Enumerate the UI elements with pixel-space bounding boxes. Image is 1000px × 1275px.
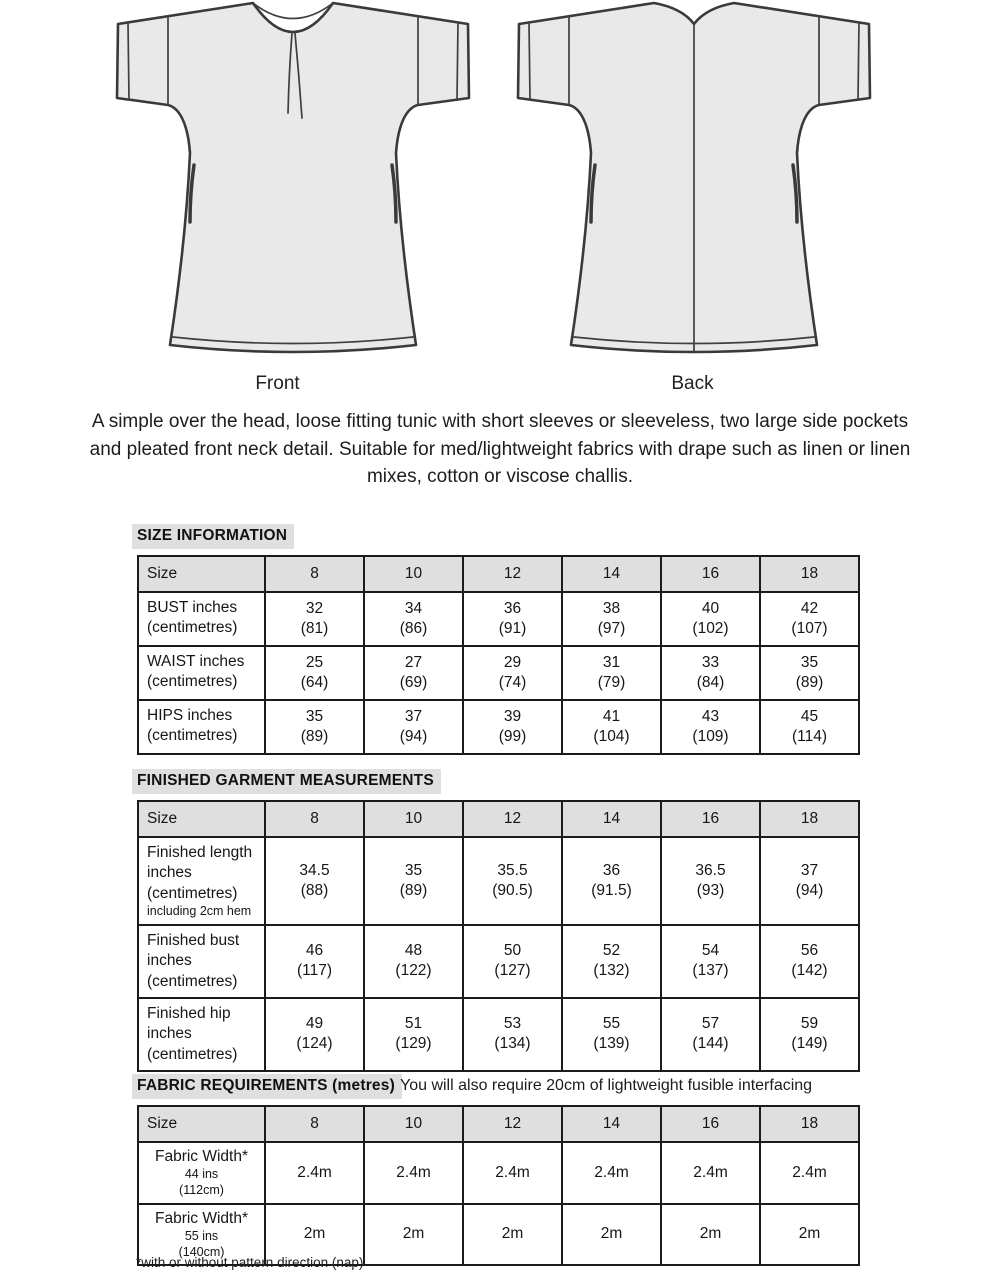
value-cell: 35.5 (90.5)	[463, 837, 562, 925]
value-cell: 51 (129)	[364, 998, 463, 1071]
table-row	[138, 837, 859, 925]
row-label: WAIST inches (centimetres)	[138, 646, 265, 700]
finished-measurements-heading: FINISHED GARMENT MEASUREMENTS	[132, 769, 441, 794]
value-cell: 52 (132)	[562, 925, 661, 998]
table-header-row	[138, 556, 859, 592]
row-label: Fabric Width* 55 ins (140cm)	[138, 1204, 265, 1266]
finished-measurements-table	[137, 800, 860, 1072]
value-cell: 2m	[364, 1204, 463, 1266]
size-column-header: 16	[661, 556, 760, 592]
value-cell: 2m	[661, 1204, 760, 1266]
size-column-header: 12	[463, 1106, 562, 1142]
row-label: Finished hip inches (centimetres)	[138, 998, 265, 1071]
fabric-requirements-table	[137, 1105, 860, 1266]
fabric-requirements-table-container	[137, 1105, 860, 1266]
size-column-header: 18	[760, 556, 859, 592]
value-cell: 41 (104)	[562, 700, 661, 754]
value-cell: 2m	[562, 1204, 661, 1266]
table-header-row	[138, 1106, 859, 1142]
size-information-heading: SIZE INFORMATION	[132, 524, 294, 549]
row-label: Finished bust inches (centimetres)	[138, 925, 265, 998]
value-cell: 2m	[463, 1204, 562, 1266]
size-information-table-container	[137, 555, 860, 755]
value-cell: 34.5 (88)	[265, 837, 364, 925]
value-cell: 2.4m	[562, 1142, 661, 1204]
garment-description: A simple over the head, loose fitting tunic with short sleeves or sleeveless, two large side pockets and pleated front neck detail. Suitable for med/lightweight fabrics with drape such as linen or linen mixes, cotton or viscose challis.	[89, 411, 911, 487]
row-label: BUST inches (centimetres)	[138, 592, 265, 646]
value-cell: 56 (142)	[760, 925, 859, 998]
row-label: Finished length inches (centimetres) including 2cm hem	[138, 837, 265, 925]
back-right-cuff-fold	[858, 22, 859, 100]
value-cell: 2.4m	[661, 1142, 760, 1204]
value-cell: 42 (107)	[760, 592, 859, 646]
value-cell: 40 (102)	[661, 592, 760, 646]
size-column-header: 10	[364, 801, 463, 837]
size-column-header: 16	[661, 801, 760, 837]
size-information-table	[137, 555, 860, 755]
size-header-label: Size	[138, 556, 265, 592]
value-cell: 2.4m	[760, 1142, 859, 1204]
front-right-cuff-fold	[457, 22, 458, 100]
front-view-label: Front	[255, 373, 300, 394]
value-cell: 2.4m	[463, 1142, 562, 1204]
value-cell: 2.4m	[265, 1142, 364, 1204]
value-cell: 57 (144)	[661, 998, 760, 1071]
table-row	[138, 646, 859, 700]
back-garment-illustration	[501, 0, 876, 377]
nap-footnote: *with or without pattern direction (nap)	[136, 1255, 364, 1270]
row-label: HIPS inches (centimetres)	[138, 700, 265, 754]
value-cell: 32 (81)	[265, 592, 364, 646]
back-left-cuff-fold	[529, 22, 530, 100]
size-column-header: 10	[364, 556, 463, 592]
value-cell: 35 (89)	[265, 700, 364, 754]
finished-measurements-table-container	[137, 800, 860, 1072]
size-header-label: Size	[138, 801, 265, 837]
table-row	[138, 998, 859, 1071]
value-cell: 45 (114)	[760, 700, 859, 754]
value-cell: 39 (99)	[463, 700, 562, 754]
row-label: Fabric Width* 44 ins (112cm)	[138, 1142, 265, 1204]
value-cell: 34 (86)	[364, 592, 463, 646]
size-column-header: 18	[760, 1106, 859, 1142]
size-column-header: 14	[562, 556, 661, 592]
table-row	[138, 925, 859, 998]
size-column-header: 16	[661, 1106, 760, 1142]
size-column-header: 12	[463, 801, 562, 837]
value-cell: 2.4m	[364, 1142, 463, 1204]
value-cell: 27 (69)	[364, 646, 463, 700]
size-column-header: 12	[463, 556, 562, 592]
table-row	[138, 1142, 859, 1204]
size-column-header: 14	[562, 801, 661, 837]
value-cell: 29 (74)	[463, 646, 562, 700]
value-cell: 36 (91)	[463, 592, 562, 646]
size-column-header: 14	[562, 1106, 661, 1142]
value-cell: 2m	[760, 1204, 859, 1266]
value-cell: 33 (84)	[661, 646, 760, 700]
value-cell: 36 (91.5)	[562, 837, 661, 925]
table-row	[138, 700, 859, 754]
value-cell: 38 (97)	[562, 592, 661, 646]
value-cell: 54 (137)	[661, 925, 760, 998]
size-column-header: 18	[760, 801, 859, 837]
value-cell: 2m	[265, 1204, 364, 1266]
size-column-header: 8	[265, 556, 364, 592]
value-cell: 37 (94)	[364, 700, 463, 754]
value-cell: 36.5 (93)	[661, 837, 760, 925]
value-cell: 50 (127)	[463, 925, 562, 998]
size-column-header: 8	[265, 1106, 364, 1142]
value-cell: 37 (94)	[760, 837, 859, 925]
value-cell: 43 (109)	[661, 700, 760, 754]
value-cell: 35 (89)	[760, 646, 859, 700]
table-header-row	[138, 801, 859, 837]
table-row	[138, 592, 859, 646]
value-cell: 53 (134)	[463, 998, 562, 1071]
value-cell: 59 (149)	[760, 998, 859, 1071]
size-column-header: 10	[364, 1106, 463, 1142]
front-body-shape	[117, 3, 469, 352]
value-cell: 49 (124)	[265, 998, 364, 1071]
back-view-label: Back	[671, 373, 714, 394]
value-cell: 31 (79)	[562, 646, 661, 700]
interfacing-note: You will also require 20cm of lightweight fusible interfacing	[400, 1077, 813, 1094]
front-garment-illustration	[100, 0, 475, 377]
tunic-front-drawing	[100, 0, 475, 372]
value-cell: 46 (117)	[265, 925, 364, 998]
value-cell: 25 (64)	[265, 646, 364, 700]
value-cell: 55 (139)	[562, 998, 661, 1071]
value-cell: 35 (89)	[364, 837, 463, 925]
front-left-cuff-fold	[128, 22, 129, 100]
fabric-requirements-heading: FABRIC REQUIREMENTS (metres)	[132, 1074, 402, 1099]
size-header-label: Size	[138, 1106, 265, 1142]
value-cell: 48 (122)	[364, 925, 463, 998]
size-column-header: 8	[265, 801, 364, 837]
tunic-back-drawing	[501, 0, 876, 372]
